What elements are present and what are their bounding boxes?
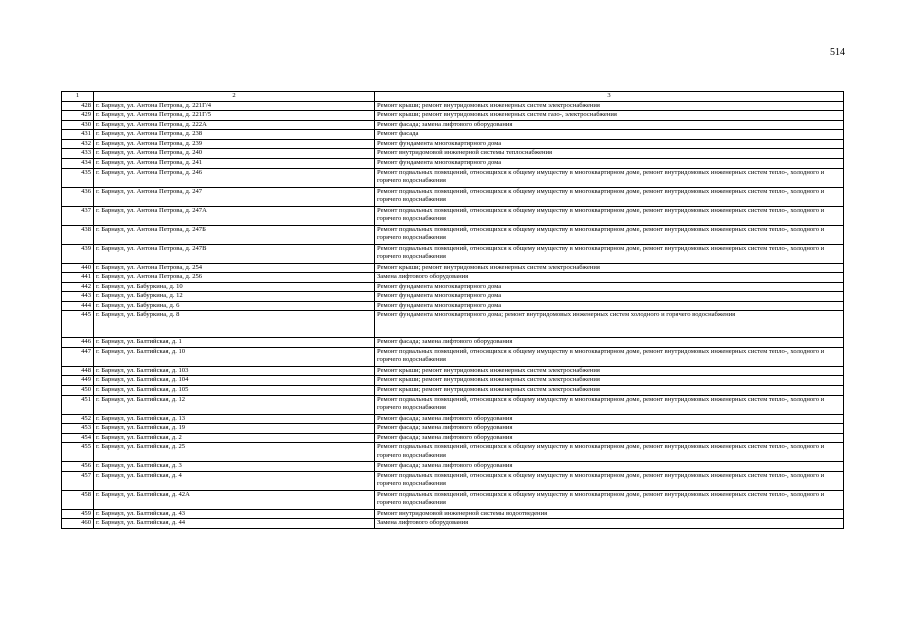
row-number: 456 xyxy=(62,462,94,472)
row-address: г. Барнаул, ул. Антона Петрова, д. 256 xyxy=(94,273,375,283)
row-number: 447 xyxy=(62,347,94,366)
row-work-type: Ремонт подвальных помещений, относящихся к общему имуществу в многоквартирном доме, ремонт внутридомовых инженерных систем тепло-, холодного и горячего водоснабжения xyxy=(375,395,844,414)
table-row xyxy=(62,490,844,509)
table-row xyxy=(62,168,844,187)
row-number: 437 xyxy=(62,206,94,225)
row-work-type: Замена лифтового оборудования xyxy=(375,519,844,529)
table-row xyxy=(62,347,844,366)
row-number: 443 xyxy=(62,292,94,302)
row-address: г. Барнаул, ул. Балтийская, д. 1 xyxy=(94,338,375,348)
table-row xyxy=(62,120,844,130)
row-address: г. Барнаул, ул. Балтийская, д. 13 xyxy=(94,414,375,424)
table-row xyxy=(62,462,844,472)
row-address: г. Барнаул, ул. Бабуркина, д. 8 xyxy=(94,311,375,338)
row-work-type: Ремонт фундамента многоквартирного дома xyxy=(375,139,844,149)
row-number: 428 xyxy=(62,101,94,111)
table-row xyxy=(62,424,844,434)
row-work-type: Ремонт подвальных помещений, относящихся к общему имуществу в многоквартирном доме, ремонт внутридомовых инженерных систем тепло-, холодного и горячего водоснабжения xyxy=(375,443,844,462)
row-work-type: Ремонт фасада xyxy=(375,130,844,140)
row-address: г. Барнаул, ул. Балтийская, д. 104 xyxy=(94,376,375,386)
row-number: 446 xyxy=(62,338,94,348)
table-row xyxy=(62,149,844,159)
table-row xyxy=(62,292,844,302)
row-work-type: Ремонт подвальных помещений, относящихся к общему имуществу в многоквартирном доме, ремонт внутридомовых инженерных систем тепло-, холодного и горячего водоснабжения xyxy=(375,244,844,263)
table-row xyxy=(62,244,844,263)
row-number: 454 xyxy=(62,433,94,443)
row-address: г. Барнаул, ул. Балтийская, д. 4 xyxy=(94,471,375,490)
row-work-type: Ремонт крыши; ремонт внутридомовых инженерных систем газо-, электроснабжения xyxy=(375,111,844,121)
row-address: г. Барнаул, ул. Антона Петрова, д. 240 xyxy=(94,149,375,159)
row-address: г. Барнаул, ул. Антона Петрова, д. 222А xyxy=(94,120,375,130)
row-work-type: Ремонт подвальных помещений, относящихся к общему имуществу в многоквартирном доме, ремонт внутридомовых инженерных систем тепло-, холодного и горячего водоснабжения xyxy=(375,490,844,509)
row-address: г. Барнаул, ул. Балтийская, д. 105 xyxy=(94,386,375,396)
row-number: 433 xyxy=(62,149,94,159)
row-address: г. Барнаул, ул. Антона Петрова, д. 238 xyxy=(94,130,375,140)
row-number: 457 xyxy=(62,471,94,490)
row-number: 445 xyxy=(62,311,94,338)
table-row xyxy=(62,386,844,396)
row-number: 442 xyxy=(62,282,94,292)
row-address: г. Барнаул, ул. Балтийская, д. 103 xyxy=(94,366,375,376)
row-number: 449 xyxy=(62,376,94,386)
row-number: 430 xyxy=(62,120,94,130)
row-address: г. Барнаул, ул. Антона Петрова, д. 221Г/5 xyxy=(94,111,375,121)
row-number: 441 xyxy=(62,273,94,283)
table-row xyxy=(62,273,844,283)
row-address: г. Барнаул, ул. Антона Петрова, д. 246 xyxy=(94,168,375,187)
row-address: г. Барнаул, ул. Балтийская, д. 3 xyxy=(94,462,375,472)
table-row xyxy=(62,338,844,348)
page-number: 514 xyxy=(830,47,845,58)
register-table xyxy=(61,91,844,529)
row-address: г. Барнаул, ул. Антона Петрова, д. 239 xyxy=(94,139,375,149)
row-address: г. Барнаул, ул. Балтийская, д. 19 xyxy=(94,424,375,434)
row-address: г. Барнаул, ул. Антона Петрова, д. 247Б xyxy=(94,225,375,244)
row-work-type: Ремонт фасада; замена лифтового оборудования xyxy=(375,462,844,472)
table-row xyxy=(62,282,844,292)
header-col-1: 1 xyxy=(62,92,94,102)
table-row xyxy=(62,395,844,414)
row-work-type: Ремонт фундамента многоквартирного дома xyxy=(375,301,844,311)
table-row xyxy=(62,366,844,376)
row-address: г. Барнаул, ул. Балтийская, д. 25 xyxy=(94,443,375,462)
row-number: 440 xyxy=(62,263,94,273)
row-number: 444 xyxy=(62,301,94,311)
row-work-type: Ремонт крыши; ремонт внутридомовых инженерных систем электроснабжения xyxy=(375,366,844,376)
row-address: г. Барнаул, ул. Балтийская, д. 42А xyxy=(94,490,375,509)
header-row xyxy=(62,92,844,102)
row-address: г. Барнаул, ул. Антона Петрова, д. 221Г/4 xyxy=(94,101,375,111)
row-work-type: Ремонт подвальных помещений, относящихся к общему имуществу в многоквартирном доме, ремонт внутридомовых инженерных систем тепло-, холодного и горячего водоснабжения xyxy=(375,168,844,187)
row-number: 432 xyxy=(62,139,94,149)
row-number: 453 xyxy=(62,424,94,434)
row-number: 460 xyxy=(62,519,94,529)
table-row xyxy=(62,225,844,244)
row-address: г. Барнаул, ул. Балтийская, д. 10 xyxy=(94,347,375,366)
row-work-type: Ремонт подвальных помещений, относящихся к общему имуществу в многоквартирном доме, ремонт внутридомовых инженерных систем тепло-, холодного и горячего водоснабжения xyxy=(375,225,844,244)
row-work-type: Ремонт подвальных помещений, относящихся к общему имуществу в многоквартирном доме, ремонт внутридомовых инженерных систем тепло-, холодного и горячего водоснабжения xyxy=(375,347,844,366)
row-address: г. Барнаул, ул. Антона Петрова, д. 247В xyxy=(94,244,375,263)
row-work-type: Ремонт фундамента многоквартирного дома xyxy=(375,158,844,168)
row-work-type: Ремонт внутридомовой инженерной системы водоотведения xyxy=(375,509,844,519)
row-number: 431 xyxy=(62,130,94,140)
row-address: г. Барнаул, ул. Бабуркина, д. 6 xyxy=(94,301,375,311)
row-address: г. Барнаул, ул. Бабуркина, д. 10 xyxy=(94,282,375,292)
table-row xyxy=(62,471,844,490)
row-work-type: Ремонт подвальных помещений, относящихся к общему имуществу в многоквартирном доме, ремонт внутридомовых инженерных систем тепло-, холодного и горячего водоснабжения xyxy=(375,471,844,490)
row-number: 439 xyxy=(62,244,94,263)
table-row xyxy=(62,139,844,149)
table-row xyxy=(62,414,844,424)
table-row xyxy=(62,111,844,121)
table-row xyxy=(62,158,844,168)
row-number: 438 xyxy=(62,225,94,244)
row-work-type: Ремонт фасада; замена лифтового оборудования xyxy=(375,433,844,443)
row-number: 452 xyxy=(62,414,94,424)
row-work-type: Замена лифтового оборудования xyxy=(375,273,844,283)
row-address: г. Барнаул, ул. Балтийская, д. 12 xyxy=(94,395,375,414)
row-work-type: Ремонт фундамента многоквартирного дома xyxy=(375,282,844,292)
row-number: 451 xyxy=(62,395,94,414)
table-row xyxy=(62,263,844,273)
row-work-type: Ремонт внутридомовой инженерной системы теплоснабжения xyxy=(375,149,844,159)
row-number: 458 xyxy=(62,490,94,509)
row-work-type: Ремонт фасада; замена лифтового оборудования xyxy=(375,424,844,434)
row-work-type: Ремонт крыши; ремонт внутридомовых инженерных систем электроснабжения xyxy=(375,263,844,273)
row-work-type: Ремонт фасада; замена лифтового оборудования xyxy=(375,120,844,130)
row-number: 455 xyxy=(62,443,94,462)
row-number: 459 xyxy=(62,509,94,519)
row-address: г. Барнаул, ул. Антона Петрова, д. 254 xyxy=(94,263,375,273)
table-row xyxy=(62,519,844,529)
table-row xyxy=(62,187,844,206)
row-work-type: Ремонт фундамента многоквартирного дома; ремонт внутридомовых инженерных систем холодного и горячего водоснабжения xyxy=(375,311,844,338)
table-row xyxy=(62,509,844,519)
header-col-3: 3 xyxy=(375,92,844,102)
row-work-type: Ремонт крыши; ремонт внутридомовых инженерных систем электроснабжения xyxy=(375,376,844,386)
row-address: г. Барнаул, ул. Балтийская, д. 2 xyxy=(94,433,375,443)
table-row xyxy=(62,433,844,443)
row-address: г. Барнаул, ул. Балтийская, д. 44 xyxy=(94,519,375,529)
row-number: 450 xyxy=(62,386,94,396)
row-address: г. Барнаул, ул. Балтийская, д. 43 xyxy=(94,509,375,519)
table-row xyxy=(62,443,844,462)
row-number: 435 xyxy=(62,168,94,187)
row-address: г. Барнаул, ул. Антона Петрова, д. 247А xyxy=(94,206,375,225)
row-work-type: Ремонт крыши; ремонт внутридомовых инженерных систем электроснабжения xyxy=(375,386,844,396)
table-row xyxy=(62,376,844,386)
row-work-type: Ремонт крыши; ремонт внутридомовых инженерных систем электроснабжения xyxy=(375,101,844,111)
row-number: 429 xyxy=(62,111,94,121)
row-address: г. Барнаул, ул. Антона Петрова, д. 241 xyxy=(94,158,375,168)
table-row xyxy=(62,301,844,311)
table-row xyxy=(62,311,844,338)
row-address: г. Барнаул, ул. Антона Петрова, д. 247 xyxy=(94,187,375,206)
row-number: 436 xyxy=(62,187,94,206)
row-work-type: Ремонт фасада; замена лифтового оборудования xyxy=(375,414,844,424)
row-address: г. Барнаул, ул. Бабуркина, д. 12 xyxy=(94,292,375,302)
table-row xyxy=(62,101,844,111)
row-work-type: Ремонт фундамента многоквартирного дома xyxy=(375,292,844,302)
row-work-type: Ремонт подвальных помещений, относящихся к общему имуществу в многоквартирном доме, ремонт внутридомовых инженерных систем тепло-, холодного и горячего водоснабжения xyxy=(375,187,844,206)
table-row xyxy=(62,130,844,140)
table-row xyxy=(62,206,844,225)
header-col-2: 2 xyxy=(94,92,375,102)
row-work-type: Ремонт подвальных помещений, относящихся к общему имуществу в многоквартирном доме, ремонт внутридомовых инженерных систем тепло-, холодного и горячего водоснабжения xyxy=(375,206,844,225)
row-number: 434 xyxy=(62,158,94,168)
row-work-type: Ремонт фасада; замена лифтового оборудования xyxy=(375,338,844,348)
row-number: 448 xyxy=(62,366,94,376)
